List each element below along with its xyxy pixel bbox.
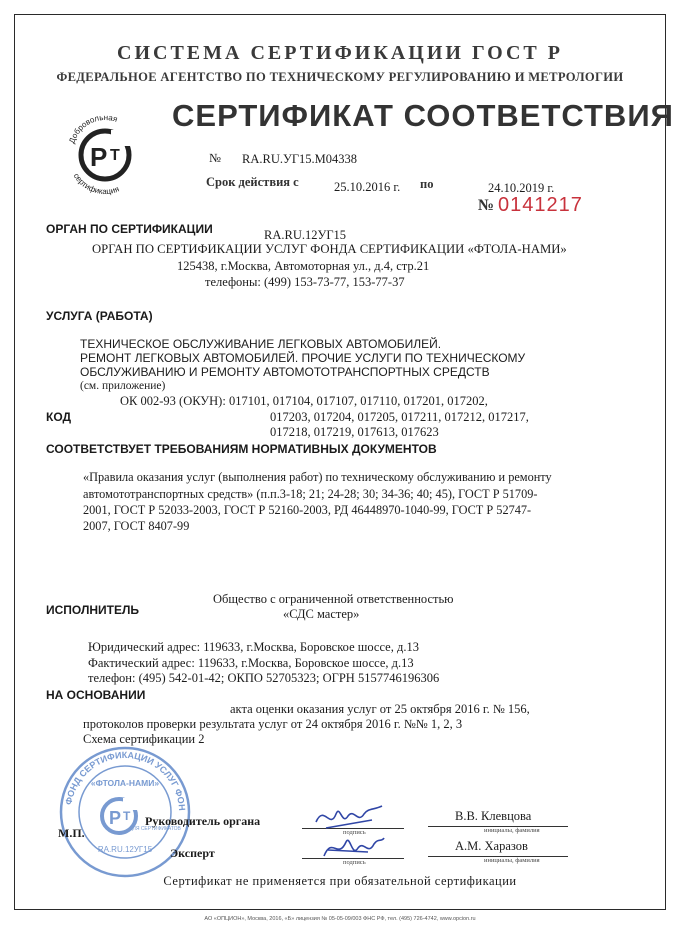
svg-text:«ФТОЛА-НАМИ»: «ФТОЛА-НАМИ»	[90, 778, 160, 788]
executor-contacts: телефон: (495) 542-01-42; ОКПО 52705323; ОГРН 5157746196306	[88, 671, 440, 685]
svg-text:P: P	[90, 142, 108, 172]
certification-body-label: ОРГАН ПО СЕРТИФИКАЦИИ	[46, 222, 213, 236]
executor-actual-address: Фактический адрес: 119633, г.Москва, Боровское шоссе, д.13	[88, 656, 414, 670]
certification-body-phones: телефоны: (499) 153-73-77, 153-77-37	[205, 275, 405, 289]
basis-line-3: Схема сертификации 2	[83, 732, 205, 746]
blank-number: 0141217	[498, 194, 583, 216]
svg-text:T: T	[110, 147, 120, 164]
conformity-line-1: «Правила оказания услуг (выполнения работ) по техническому обслуживанию и ремонту	[83, 470, 552, 484]
valid-to: 24.10.2019 г.	[488, 181, 555, 195]
service-label: УСЛУГА (РАБОТА)	[46, 309, 153, 323]
certification-body-address: 125438, г.Москва, Автомоторная ул., д.4, стр.21	[177, 259, 430, 273]
stamp-icon	[55, 742, 195, 882]
code-label: КОД	[46, 410, 72, 424]
valid-to-label: по	[420, 177, 434, 191]
basis-line-1: акта оценки оказания услуг от 25 октября 2016 г. № 156,	[230, 702, 530, 716]
head-signature-caption: подпись	[343, 829, 366, 836]
expert-name: А.М. Харазов	[455, 839, 528, 853]
signature-icon	[312, 800, 392, 834]
expert-label: Эксперт	[170, 846, 215, 860]
signature-icon	[318, 830, 388, 864]
service-line-2: РЕМОНТ ЛЕГКОВЫХ АВТОМОБИЛЕЙ. ПРОЧИЕ УСЛУГИ ПО ТЕХНИЧЕСКОМУ	[80, 351, 526, 365]
executor-legal-address: Юридический адрес: 119633, г.Москва, Боровское шоссе, д.13	[88, 640, 419, 654]
svg-text:сертификация: сертификация	[71, 171, 121, 197]
number-sign: №	[209, 151, 221, 165]
code-line-3: 017218, 017219, 017613, 017623	[270, 425, 439, 439]
basis-label: НА ОСНОВАНИИ	[46, 688, 146, 702]
valid-from: 25.10.2016 г.	[334, 180, 401, 194]
conformity-line-2: автомототранспортных средств» (п.п.3-18; 21; 24-28; 30; 34-36; 40; 45), ГОСТ Р 51709-	[83, 487, 538, 501]
executor-name-line-2: «СДС мастер»	[283, 607, 360, 621]
service-appendix: (см. приложение)	[80, 380, 166, 392]
head-label: Руководитель органа	[145, 814, 261, 828]
certificate-number: RA.RU.УГ15.М04338	[242, 152, 358, 166]
conformity-line-4: 2007, ГОСТ 8407-99	[83, 519, 190, 533]
certificate-title: СЕРТИФИКАТ СООТВЕТСТВИЯ	[172, 98, 674, 133]
head-name: В.В. Клевцова	[455, 809, 532, 823]
head-name-caption: инициалы, фамилия	[484, 827, 540, 834]
expert-name-caption: инициалы, фамилия	[484, 857, 540, 864]
system-title: СИСТЕМА СЕРТИФИКАЦИИ ГОСТ Р	[117, 42, 563, 64]
validity-label: Срок действия с	[206, 175, 299, 189]
executor-label: ИСПОЛНИТЕЛЬ	[46, 603, 140, 617]
service-line-1: ТЕХНИЧЕСКОЕ ОБСЛУЖИВАНИЕ ЛЕГКОВЫХ АВТОМОБИЛЕЙ.	[80, 337, 442, 351]
service-line-3: ОБСЛУЖИВАНИЮ И РЕМОНТУ АВТОМОТОТРАНСПОРТНЫХ СРЕДСТВ	[80, 365, 490, 379]
conformity-line-3: 2001, ГОСТ Р 52033-2003, ГОСТ Р 52160-2003, РД 46448970-1040-99, ГОСТ Р 52747-	[83, 503, 532, 517]
certification-body-code: RA.RU.12УГ15	[264, 228, 347, 242]
blank-number-sign: №	[478, 197, 495, 214]
svg-text:T: T	[123, 809, 131, 823]
svg-text:P: P	[109, 808, 122, 828]
print-info: АО «ОПЦИОН», Москва, 2016, «Б» лицензия № 05-05-09/003 ФНС РФ, тел. (495) 726-4742, www.opcion.ru	[204, 916, 476, 922]
svg-text:ДЛЯ СЕРТИФИКАТОВ: ДЛЯ СЕРТИФИКАТОВ	[129, 826, 181, 832]
footer-note: Сертификат не применяется при обязательной сертификации	[163, 874, 517, 888]
svg-text:RA.RU.12УГ15: RA.RU.12УГ15	[97, 845, 153, 854]
organization-stamp	[55, 742, 195, 882]
rst-logo	[55, 100, 155, 200]
conformity-label: СООТВЕТСТВУЕТ ТРЕБОВАНИЯМ НОРМАТИВНЫХ ДОКУМЕНТОВ	[46, 442, 437, 456]
certification-body-name: ОРГАН ПО СЕРТИФИКАЦИИ УСЛУГ ФОНДА СЕРТИФИКАЦИИ «ФТОЛА-НАМИ»	[92, 242, 567, 256]
code-line-2: 017203, 017204, 017205, 017211, 017212, 017217,	[270, 410, 529, 424]
code-line-1: ОК 002-93 (ОКУН): 017101, 017104, 017107, 017110, 017201, 017202,	[120, 394, 488, 408]
basis-line-2: протоколов проверки результата услуг от 24 октября 2016 г. №№ 1, 2, 3	[83, 717, 463, 731]
stamp-place-label: М.П.	[58, 826, 85, 840]
svg-text:Добровольная: Добровольная	[67, 112, 119, 145]
expert-signature-caption: подпись	[343, 859, 366, 866]
svg-text:ФОНД СЕРТИФИКАЦИИ УСЛУГ ФОНДА: ФОНД СЕРТИФИКАЦИИ УСЛУГ ФОН	[63, 749, 188, 811]
expert-signature	[318, 830, 388, 869]
executor-name-line-1: Общество с ограниченной ответственностью	[213, 592, 454, 606]
agency-title: ФЕДЕРАЛЬНОЕ АГЕНТСТВО ПО ТЕХНИЧЕСКОМУ РЕГУЛИРОВАНИЮ И МЕТРОЛОГИИ	[56, 70, 624, 84]
rst-logo-icon	[55, 100, 155, 200]
